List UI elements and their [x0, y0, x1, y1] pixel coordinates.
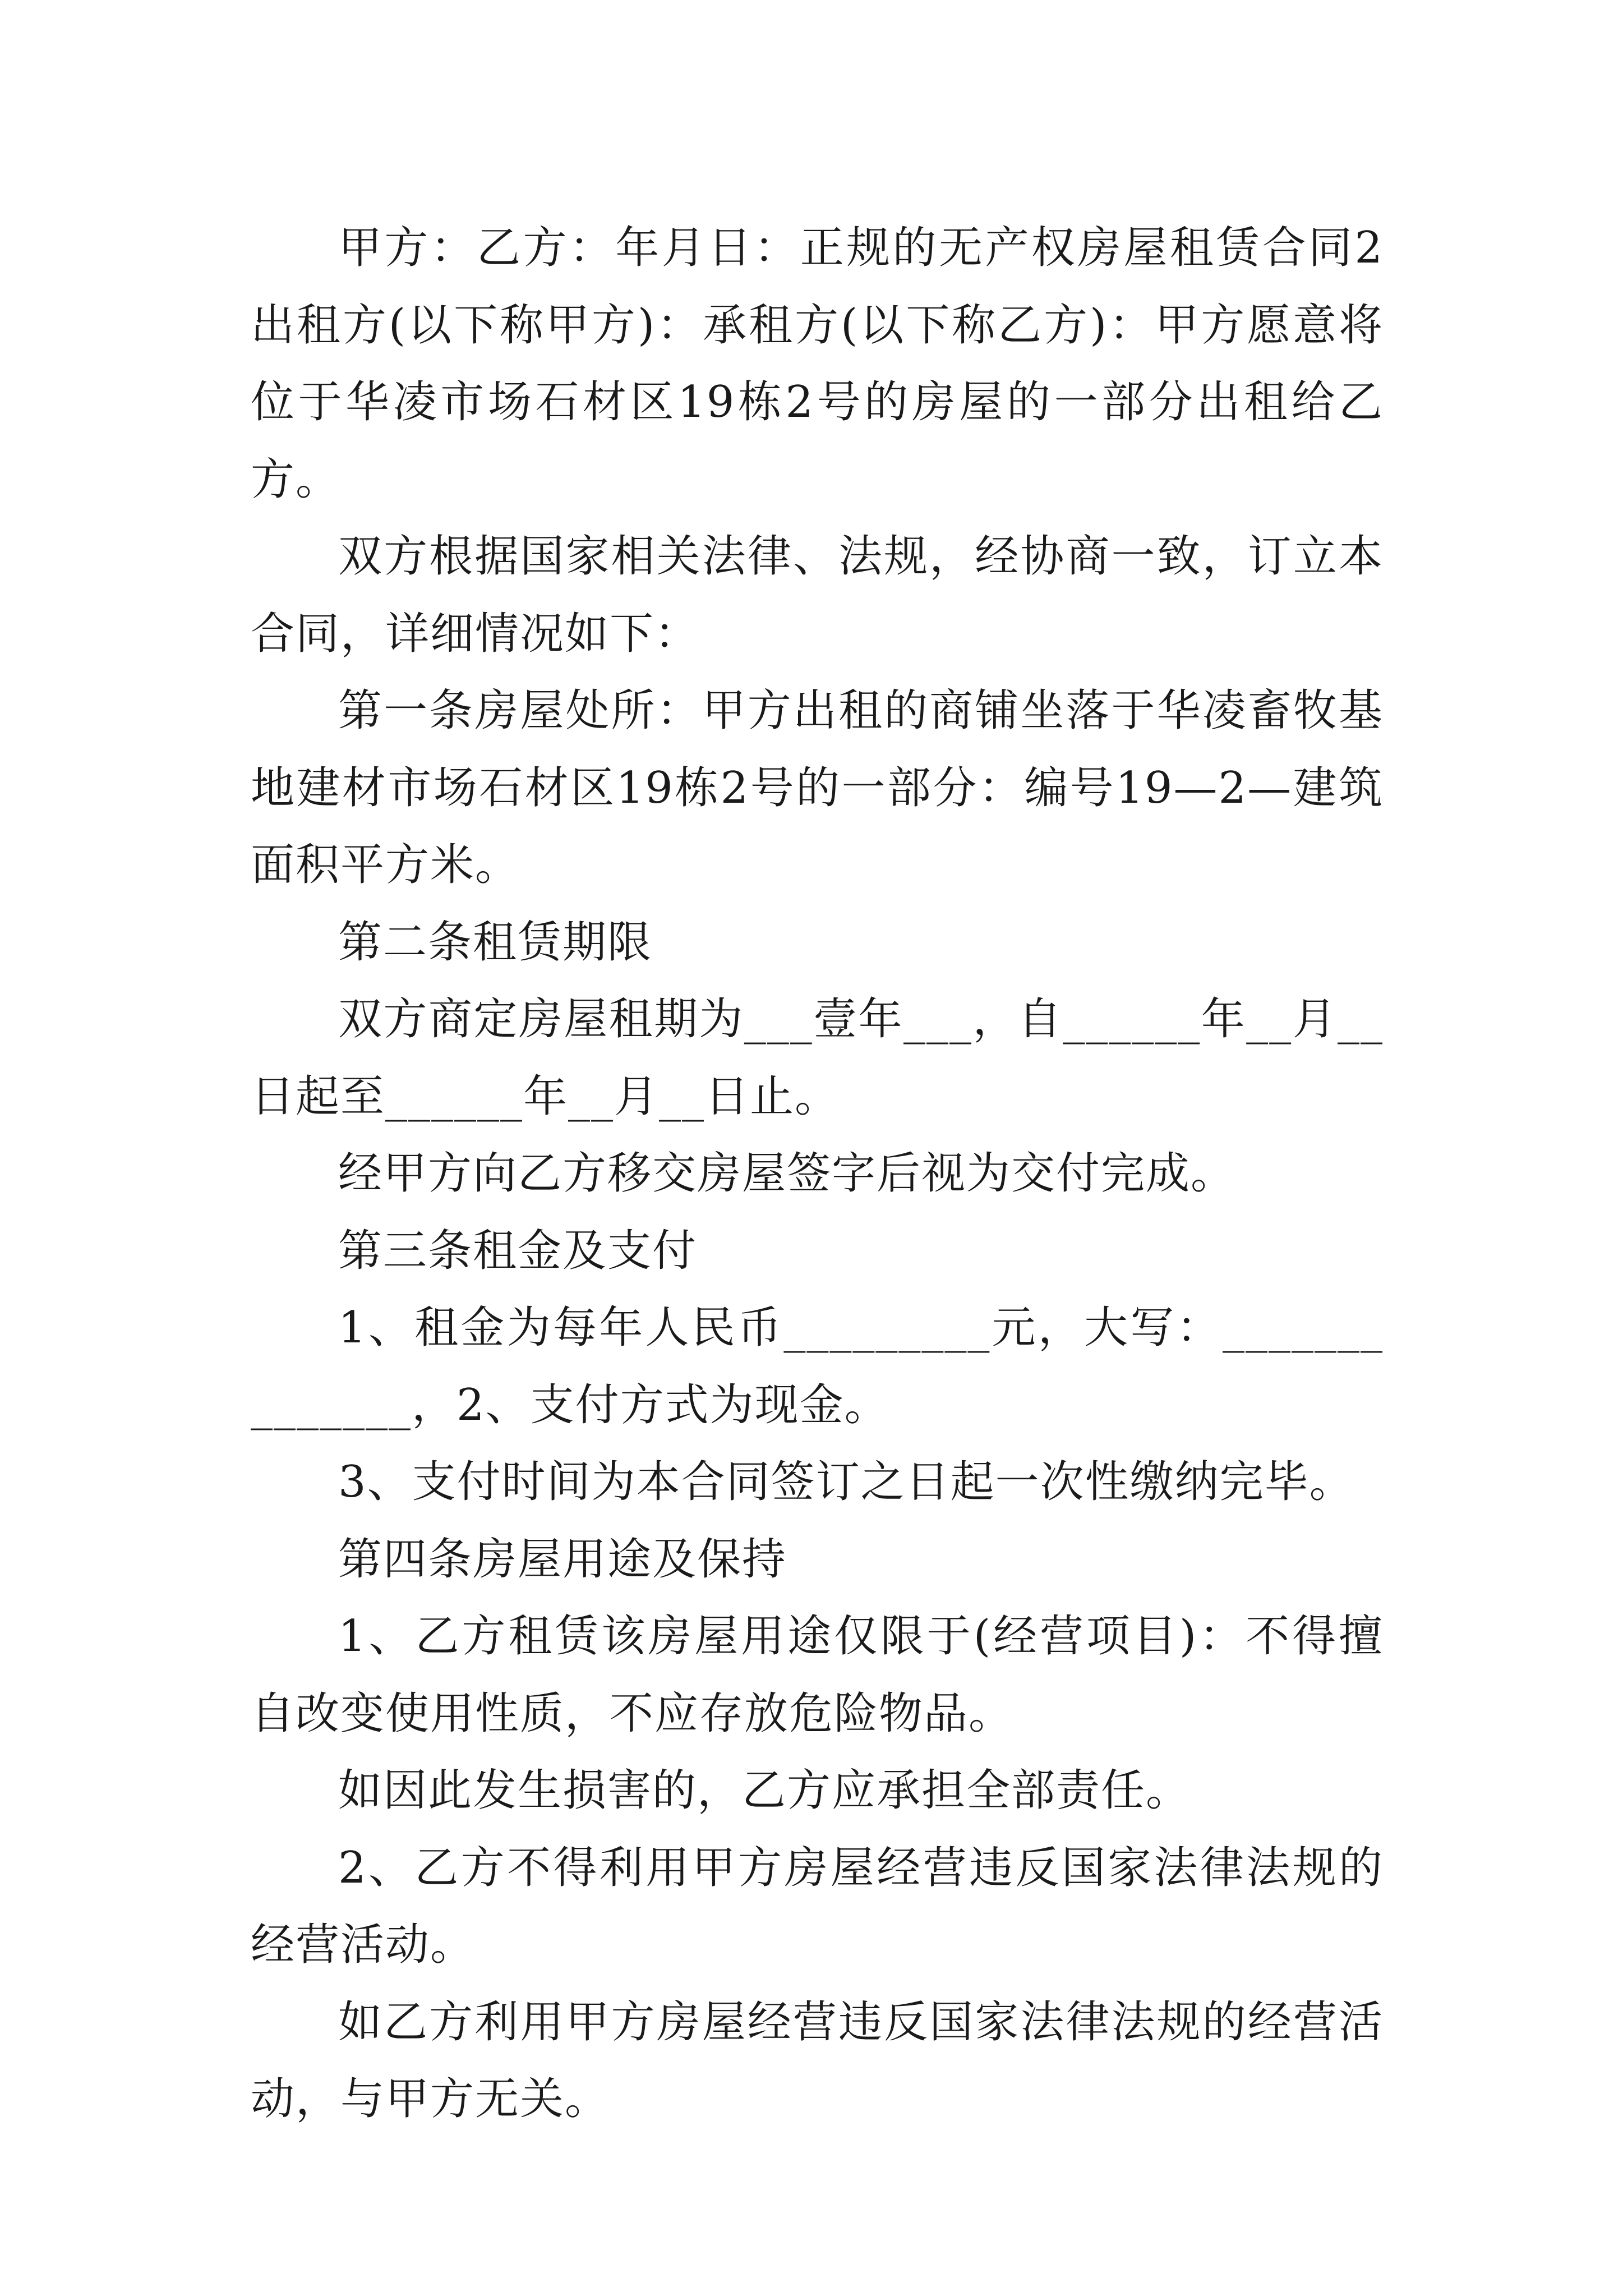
paragraph-usage: 1、乙方租赁该房屋用途仅限于(经营项目)：不得擅自改变使用性质，不应存放危险物品。 [251, 1611, 1384, 1739]
heading-article-2: 第二条租赁期限 [338, 917, 653, 968]
paragraph-parties: 甲方：乙方：年月日：正规的无产权房屋租赁合同2出租方(以下称甲方)：承租方(以下称乙方)：甲方愿意将位于华凌市场石材区19栋2号的房屋的一部分出租给乙方。 [251, 223, 1384, 505]
paragraph-liability: 如因此发生损害的，乙方应承担全部责任。 [338, 1765, 1191, 1816]
document-body [251, 210, 1384, 2138]
paragraph-lease-term: 双方商定房屋租期为___壹年___，自______年__月__日起至______年__月__日止。 [251, 994, 1384, 1122]
heading-article-4: 第四条房屋用途及保持 [338, 1534, 787, 1585]
paragraph-no-liability: 如乙方利用甲方房屋经营违反国家法律法规的经营活动，与甲方无关。 [251, 1996, 1384, 2124]
heading-article-3: 第三条租金及支付 [338, 1225, 698, 1276]
paragraph-rent-amount: 1、租金为每年人民币_________元，大写：______________，2、支付方式为现金。 [251, 1303, 1384, 1430]
paragraph-illegal-use: 2、乙方不得利用甲方房屋经营违反国家法律法规的经营活动。 [251, 1842, 1384, 1970]
paragraph-article-1: 第一条房屋处所：甲方出租的商铺坐落于华凌畜牧基地建材市场石材区19栋2号的一部分：编号19—2—建筑面积平方米。 [251, 685, 1384, 890]
paragraph-payment-time: 3、支付时间为本合同签订之日起一次性缴纳完毕。 [338, 1457, 1354, 1507]
paragraph-agreement: 双方根据国家相关法律、法规，经协商一致，订立本合同，详细情况如下： [251, 531, 1384, 659]
paragraph-handover: 经甲方向乙方移交房屋签字后视为交付完成。 [338, 1148, 1236, 1199]
